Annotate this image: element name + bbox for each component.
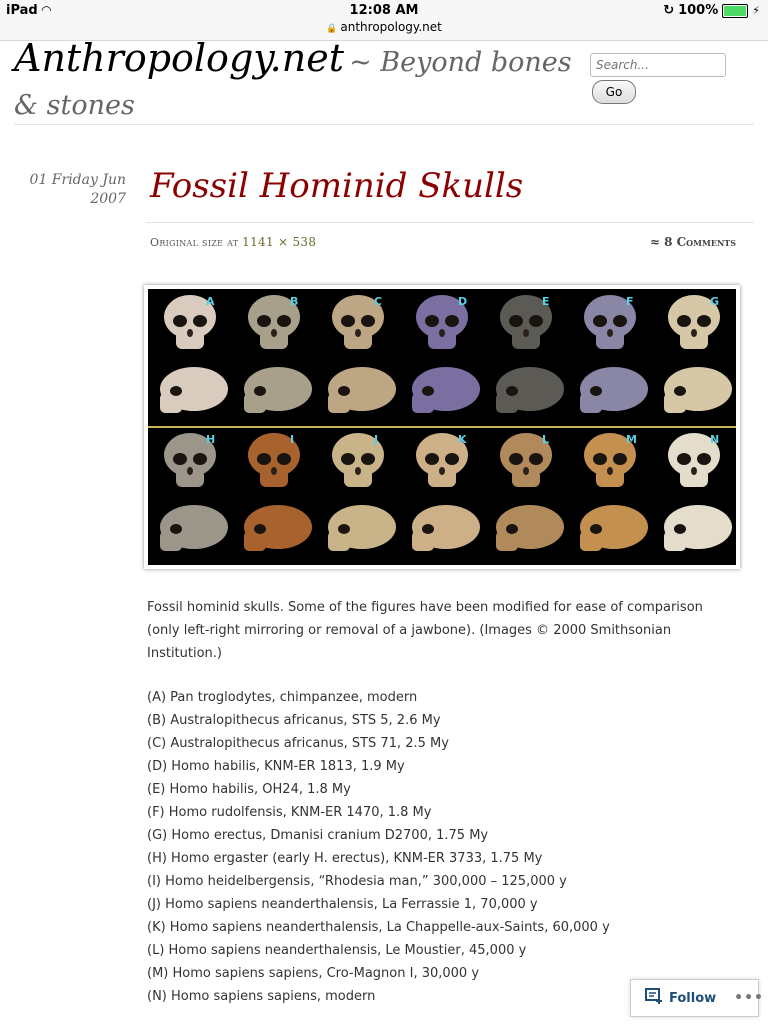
skull-face: [496, 393, 518, 413]
skull-orbit: [674, 386, 686, 396]
url-text: anthropology.net: [340, 20, 442, 34]
species-item: (F) Homo rudolfensis, KNM-ER 1470, 1.8 My: [147, 805, 432, 820]
skull-face: [328, 531, 350, 551]
post-caption: Fossil hominid skulls. Some of the figures have been modified for ease of comparison (only left-right mirroring or removal of a jawbone). (Images © 2000 Smithsonian Institution.): [147, 600, 703, 661]
skull-eye-socket: [193, 315, 207, 327]
skull-eye-socket: [193, 453, 207, 465]
species-item: (L) Homo sapiens neanderthalensis, Le Moustier, 45,000 y: [147, 943, 527, 958]
species-item: (G) Homo erectus, Dmanisi cranium D2700, 1.75 My: [147, 828, 489, 843]
species-item: (A) Pan troglodytes, chimpanzee, modern: [147, 690, 418, 705]
skull-nasal: [187, 329, 193, 337]
skull-orbit: [506, 386, 518, 396]
lock-icon: 🔒: [326, 24, 338, 34]
skulls-image: [148, 289, 736, 565]
battery-icon: [722, 4, 748, 18]
skull-eye-socket: [257, 315, 271, 327]
search-input[interactable]: [590, 53, 726, 77]
original-size-label: Original size at: [150, 236, 239, 249]
follow-button[interactable]: [630, 979, 764, 1017]
original-size: [150, 235, 316, 249]
species-item: (B) Australopithecus africanus, STS 5, 2.6 My: [147, 713, 441, 728]
skull-eye-socket: [529, 453, 543, 465]
figure-label: A: [206, 295, 215, 308]
figure-label: D: [458, 295, 468, 308]
skull-eye-socket: [697, 453, 711, 465]
skull-eye-socket: [425, 315, 439, 327]
skull-eye-socket: [341, 453, 355, 465]
skull-nasal: [355, 329, 361, 337]
skull-orbit: [422, 386, 434, 396]
orientation-lock-icon: ↻: [663, 3, 675, 18]
site-header: [14, 38, 574, 129]
skull-face: [160, 393, 182, 413]
skull-eye-socket: [277, 315, 291, 327]
skull-eye-socket: [677, 453, 691, 465]
skull-nasal: [523, 329, 529, 337]
skull-nasal: [607, 329, 613, 337]
species-item: (C) Australopithecus africanus, STS 71, 2.5 My: [147, 736, 449, 751]
figure-label: C: [374, 295, 383, 308]
figure-label: M: [626, 433, 637, 446]
species-item: (N) Homo sapiens sapiens, modern: [147, 989, 376, 1004]
skull-orbit: [590, 386, 602, 396]
status-right: [663, 3, 760, 18]
species-item: (E) Homo habilis, OH24, 1.8 My: [147, 782, 351, 797]
figure-label: B: [290, 295, 299, 308]
skull-eye-socket: [613, 453, 627, 465]
figure-label: I: [290, 433, 295, 446]
header-divider: [14, 124, 754, 125]
species-item: (H) Homo ergaster (early H. erectus), KNM-ER 3733, 1.75 My: [147, 851, 543, 866]
species-item: (D) Homo habilis, KNM-ER 1813, 1.9 My: [147, 759, 405, 774]
skull-face: [580, 531, 602, 551]
post-date-day: 01 Friday Jun: [29, 172, 126, 188]
skull-eye-socket: [613, 315, 627, 327]
species-item: (J) Homo sapiens neanderthalensis, La Ferrassie 1, 70,000 y: [147, 897, 538, 912]
site-tagline: ~ Beyond bones & stones: [14, 47, 572, 121]
figure-label: F: [626, 295, 634, 308]
comments-link[interactable]: ≈ 8 Comments: [649, 235, 736, 249]
follow-label: Follow: [669, 990, 717, 1006]
skull-eye-socket: [509, 315, 523, 327]
skull-face: [664, 531, 686, 551]
skull-face: [580, 393, 602, 413]
skull-eye-socket: [697, 315, 711, 327]
skull-orbit: [170, 524, 182, 534]
status-bar: [0, 0, 768, 41]
skull-face: [496, 531, 518, 551]
skull-nasal: [439, 467, 445, 475]
skull-nasal: [271, 467, 277, 475]
wifi-icon: ◠: [41, 3, 51, 17]
skull-eye-socket: [677, 315, 691, 327]
skull-orbit: [590, 524, 602, 534]
skull-face: [412, 393, 434, 413]
skull-face: [664, 393, 686, 413]
post-date: [14, 171, 126, 209]
skull-orbit: [254, 386, 266, 396]
skull-eye-socket: [277, 453, 291, 465]
skull-eye-socket: [341, 315, 355, 327]
go-button[interactable]: Go: [592, 80, 636, 104]
skull-face: [244, 531, 266, 551]
skull-eye-socket: [593, 315, 607, 327]
skull-eye-socket: [361, 453, 375, 465]
battery-fill: [724, 6, 746, 16]
skull-orbit: [506, 524, 518, 534]
skull-eye-socket: [173, 453, 187, 465]
skull-orbit: [674, 524, 686, 534]
skull-orbit: [422, 524, 434, 534]
skull-eye-socket: [361, 315, 375, 327]
ellipsis-icon[interactable]: •••: [734, 990, 764, 1006]
skull-face: [412, 531, 434, 551]
skull-face: [244, 393, 266, 413]
figure-divider: [148, 426, 736, 428]
skull-eye-socket: [509, 453, 523, 465]
figure-label: L: [542, 433, 550, 446]
species-item: (I) Homo heidelbergensis, “Rhodesia man,” 300,000 – 125,000 y: [147, 874, 567, 889]
skull-orbit: [254, 524, 266, 534]
figure-label: H: [206, 433, 216, 446]
figure-label: E: [542, 295, 550, 308]
post-title[interactable]: Fossil Hominid Skulls: [150, 166, 524, 206]
skull-nasal: [187, 467, 193, 475]
skull-nasal: [271, 329, 277, 337]
skull-eye-socket: [173, 315, 187, 327]
site-name[interactable]: Anthropology.net: [14, 36, 344, 80]
skulls-figure[interactable]: [144, 285, 740, 569]
figure-label: N: [710, 433, 720, 446]
battery-percent: 100%: [678, 3, 719, 18]
address-bar[interactable]: [0, 20, 768, 34]
skull-eye-socket: [529, 315, 543, 327]
species-item: (K) Homo sapiens neanderthalensis, La Chappelle-aux-Saints, 60,000 y: [147, 920, 610, 935]
post-divider: [146, 222, 754, 223]
charging-icon: ⚡: [752, 4, 760, 17]
skull-eye-socket: [445, 453, 459, 465]
original-size-link[interactable]: 1141 × 538: [242, 235, 317, 249]
skull-nasal: [439, 329, 445, 337]
skull-nasal: [691, 329, 697, 337]
skull-orbit: [338, 386, 350, 396]
skull-eye-socket: [445, 315, 459, 327]
skull-eye-socket: [593, 453, 607, 465]
skull-orbit: [338, 524, 350, 534]
figure-label: G: [710, 295, 720, 308]
clock: 12:08 AM: [349, 3, 419, 18]
species-list: [147, 686, 737, 1008]
skull-nasal: [691, 467, 697, 475]
skull-face: [160, 531, 182, 551]
skull-face: [328, 393, 350, 413]
skull-nasal: [523, 467, 529, 475]
species-item: (M) Homo sapiens sapiens, Cro-Magnon I, 30,000 y: [147, 966, 480, 981]
follow-icon: [645, 988, 663, 1008]
skull-nasal: [355, 467, 361, 475]
post-date-year: 2007: [90, 191, 126, 207]
device-name: iPad: [6, 3, 38, 18]
skull-nasal: [607, 467, 613, 475]
skull-eye-socket: [425, 453, 439, 465]
skull-orbit: [170, 386, 182, 396]
figure-label: K: [458, 433, 467, 446]
skull-eye-socket: [257, 453, 271, 465]
figure-label: J: [374, 433, 379, 446]
